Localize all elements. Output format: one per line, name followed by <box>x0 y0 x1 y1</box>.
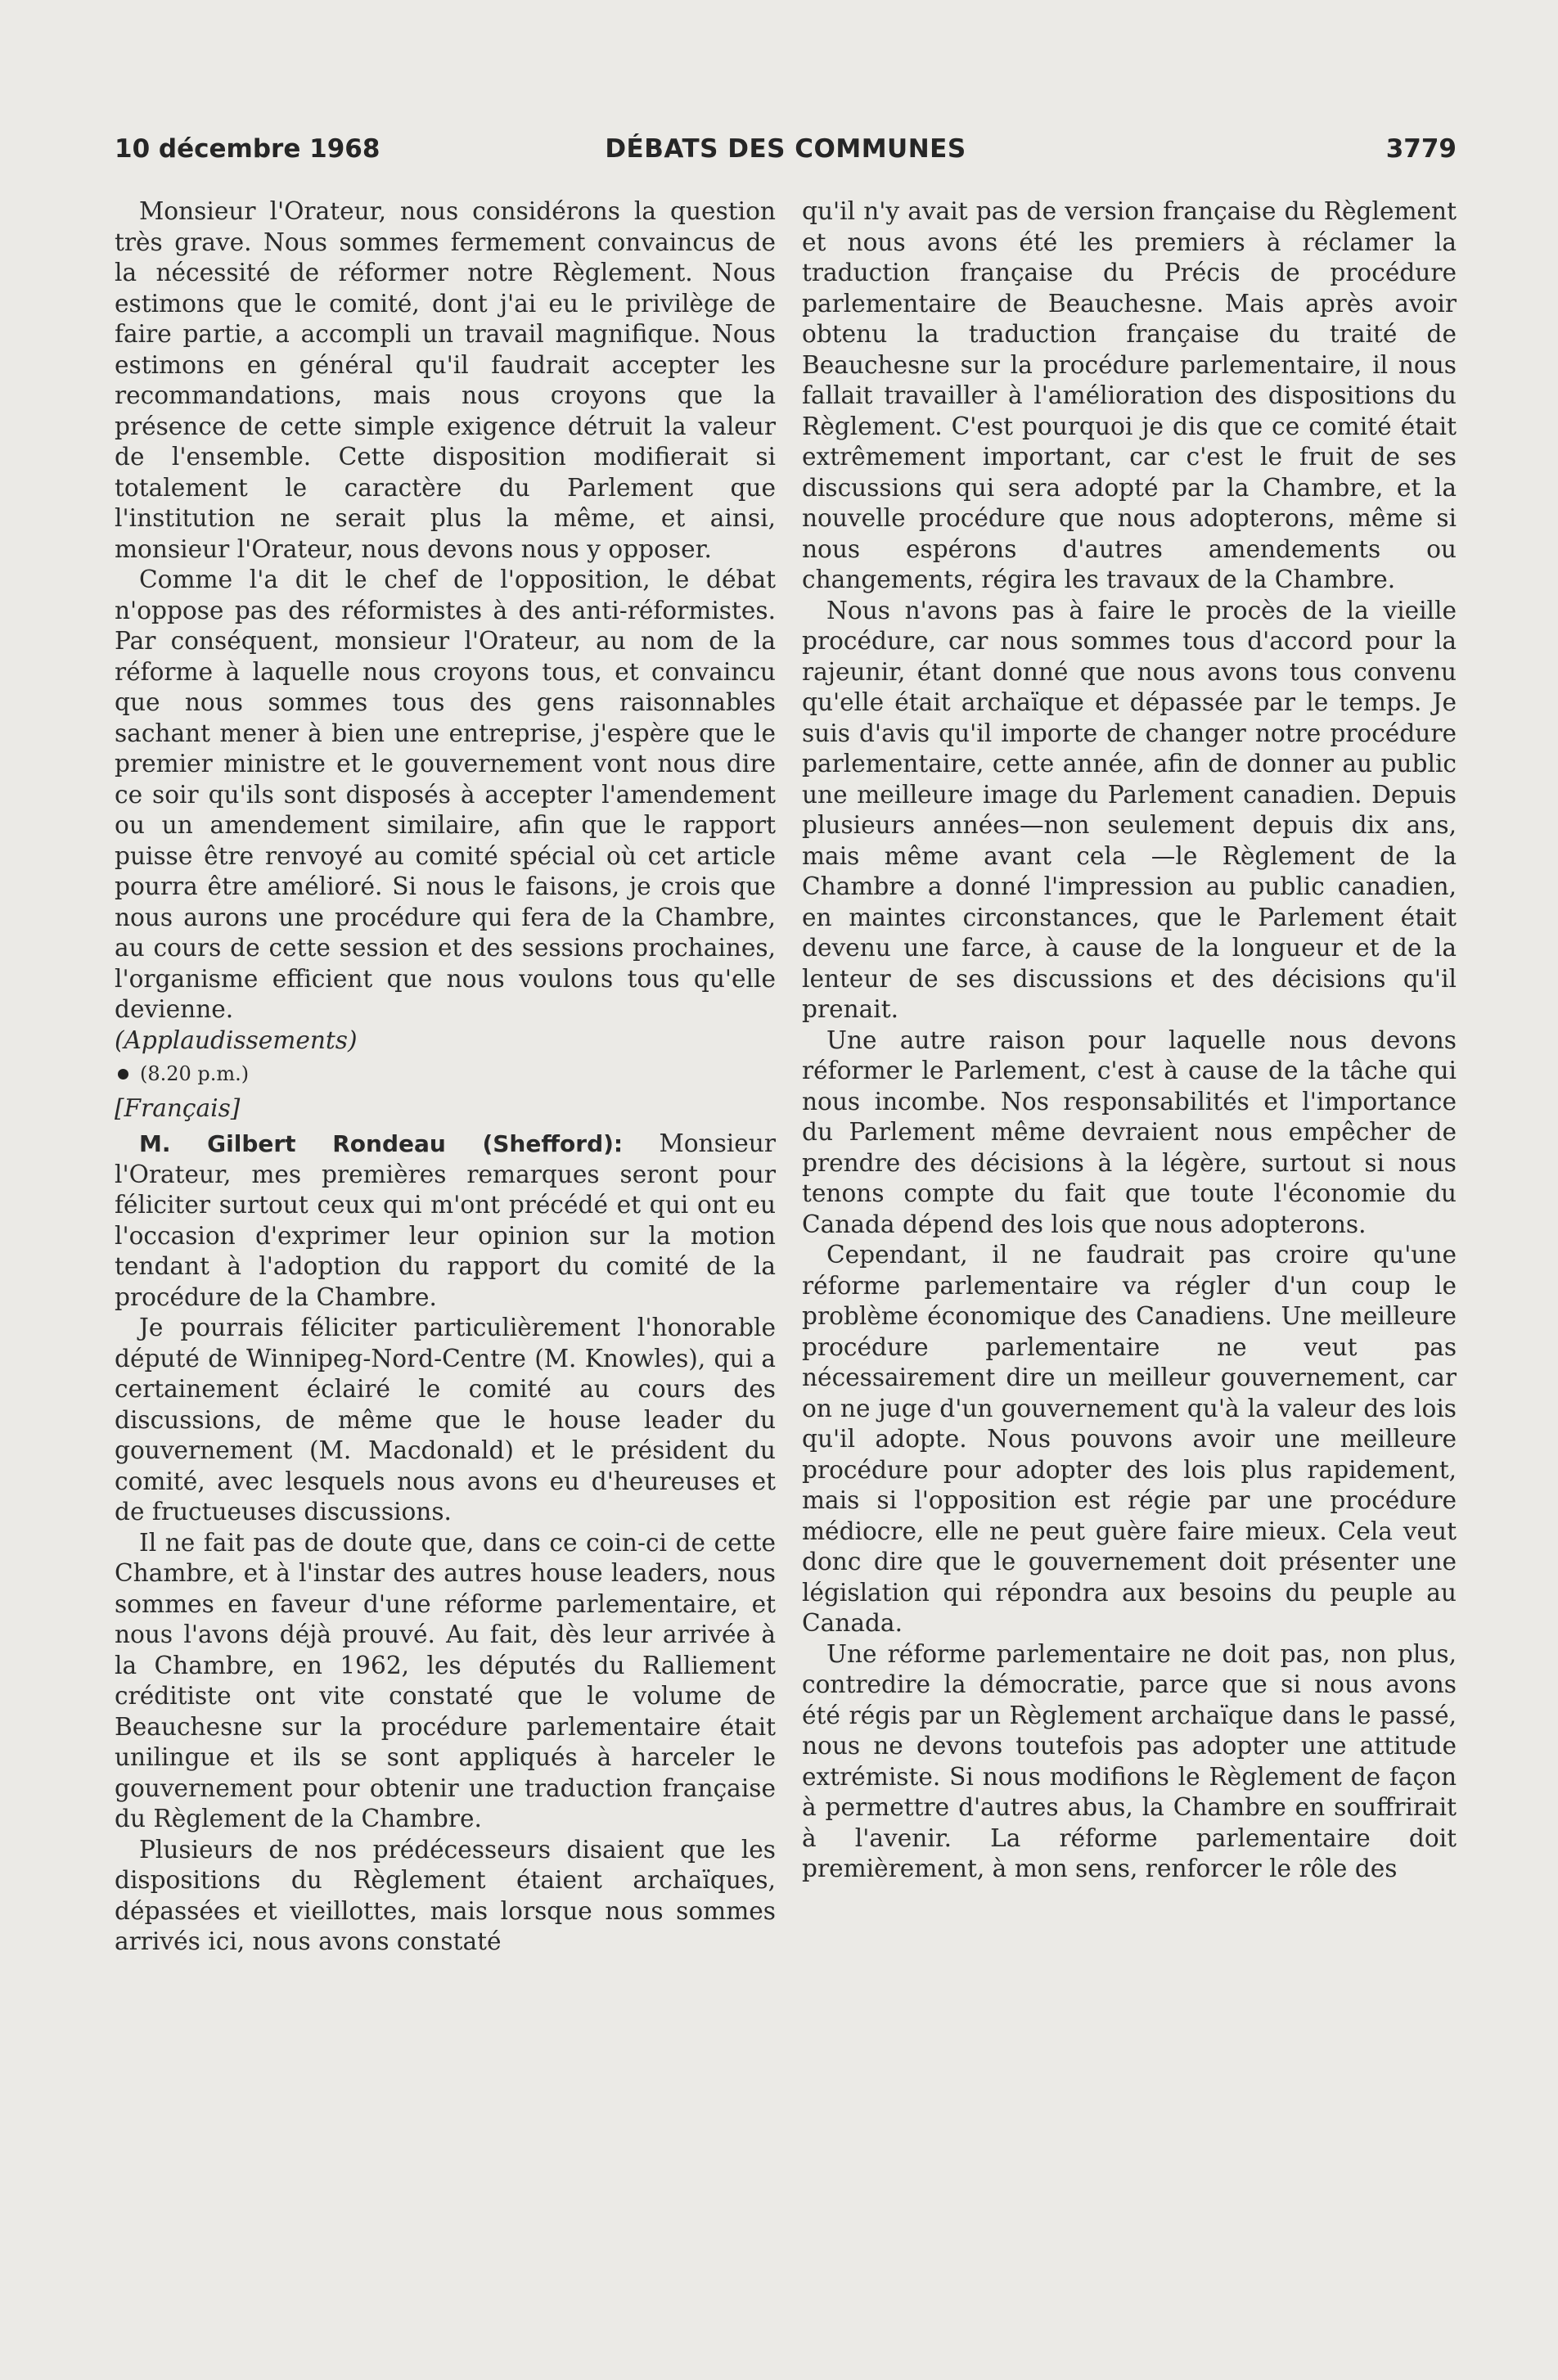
paragraph: Cependant, il ne faudrait pas croire qu'une réforme parlementaire va régler d'un coup le problème économique des Canadiens. Une meilleure procédure parlementaire ne veut pas nécessairement dire un meilleur gouvernement, car on ne juge d'un gouvernement qu'à la valeur des lois qu'il adopte. Nous pouvons avoir une meilleure procédure pour adopter des lois plus rapidement, mais si l'opposition est régie par une procédure médiocre, elle ne peut guère faire mieux. Cela veut donc dire que le gouvernement doit présenter une législation qui répondra aux besoins du peuple au Canada. <box>802 1241 1457 1637</box>
header-page-number: 3779 <box>1385 134 1457 164</box>
timestamp-text: (8.20 p.m.) <box>140 1062 250 1085</box>
paragraph: Plusieurs de nos prédécesseurs disaient que les dispositions du Règlement étaient archaïques, dépassées et vieillottes, mais lorsque nous sommes arrivés ici, nous avons constaté <box>115 1835 776 1955</box>
speaker-name: M. Gilbert Rondeau (Shefford): <box>139 1130 624 1157</box>
header-title: DÉBATS DES COMMUNES <box>605 134 966 164</box>
paragraph: Nous n'avons pas à faire le procès de la vieille procédure, car nous sommes tous d'accord pour la rajeunir, étant donné que nous avons tous convenu qu'elle était archaïque et dépassée par le temps. Je suis d'avis qu'il importe de changer notre procédure parlementaire, cette année, afin de donner au public une meilleure image du Parlement canadien. Depuis plusieurs années—non seulement depuis dix ans, mais même avant cela —le Règlement de la Chambre a donné l'impression au public canadien, en maintes circonstances, que le Parlement était devenu une farce, à cause de la longueur et de la lenteur de ses discussions et des décisions qu'il prenait. <box>802 596 1457 1023</box>
bullet-icon <box>118 1069 128 1080</box>
right-column <box>802 196 1457 1885</box>
language-note: [Français] <box>115 1093 241 1122</box>
header-date: 10 décembre 1968 <box>115 134 380 164</box>
speech-text: Monsieur l'Orateur, mes premières remarques seront pour féliciter surtout ceux qui m'ont précédé et qui ont eu l'occasion d'exprimer leur opinion sur la motion tendant à l'adoption du rapport du comité de la procédure de la Chambre. <box>115 1129 776 1311</box>
paragraph: Une réforme parlementaire ne doit pas, non plus, contredire la démocratie, parce que si nous avons été régis par un Règlement archaïque dans le passé, nous ne devons toutefois pas adopter une attitude extrémiste. Si nous modifions le Règlement de façon à permettre d'autres abus, la Chambre en souffrirait à l'avenir. La réforme parlementaire doit premièrement, à mon sens, renforcer le rôle des <box>802 1639 1457 1882</box>
paragraph: qu'il n'y avait pas de version française du Règlement et nous avons été les premiers à réclamer la traduction française du Précis de procédure parlementaire de Beauchesne. Mais après avoir obtenu la traduction française du traité de Beauchesne sur la procédure parlementaire, il nous fallait travailler à l'amélioration des dispositions du Règlement. C'est pourquoi je dis que ce comité était extrêmement important, car c'est le fruit de ses discussions qui sera adopté par la Chambre, et la nouvelle procédure que nous adopterons, même si nous espérons d'autres amendements ou changements, régira les travaux de la Chambre. <box>802 197 1457 593</box>
left-column <box>115 196 776 1958</box>
paragraph: Comme l'a dit le chef de l'opposition, le débat n'oppose pas des réformistes à des anti-réformistes. Par conséquent, monsieur l'Orateur, au nom de la réforme à laquelle nous croyons tous, et convaincu que nous sommes tous des gens raisonnables sachant mener à bien une entreprise, j'espère que le premier ministre et le gouvernement vont nous dire ce soir qu'ils sont disposés à accepter l'amendement ou un amendement similaire, afin que le rapport puisse être renvoyé au comité spécial où cet article pourra être amélioré. Si nous le faisons, je crois que nous aurons une procédure qui fera de la Chambre, au cours de cette session et des sessions prochaines, l'organisme efficient que nous voulons tous qu'elle devienne. <box>115 566 776 1023</box>
paragraph: Il ne fait pas de doute que, dans ce coin-ci de cette Chambre, et à l'instar des autres house leaders, nous sommes en faveur d'une réforme parlementaire, et nous l'avons déjà prouvé. Au fait, dès leur arrivée à la Chambre, en 1962, les députés du Ralliement créditiste ont vite constaté que le volume de Beauchesne sur la procédure parlementaire était unilingue et ils se sont appliqués à harceler le gouvernement pour obtenir une traduction française du Règlement de la Chambre. <box>115 1528 776 1832</box>
paragraph <box>115 1129 776 1313</box>
paragraph: Je pourrais féliciter particulièrement l'honorable député de Winnipeg-Nord-Centre (M. Knowles), qui a certainement éclairé le comité au cours des discussions, de même que le house leader du gouvernement (M. Macdonald) et le président du comité, avec lesquels nous avons eu d'heureuses et de fructueuses discussions. <box>115 1314 776 1526</box>
paragraph: Monsieur l'Orateur, nous considérons la question très grave. Nous sommes fermement convaincus de la nécessité de réformer notre Règlement. Nous estimons que le comité, dont j'ai eu le privilège de faire partie, a accompli un travail magnifique. Nous estimons en général qu'il faudrait accepter les recommandations, mais nous croyons que la présence de cette simple exigence détruit la valeur de l'ensemble. Cette disposition modifierait si totalement le caractère du Parlement que l'institution ne serait plus la même, et ainsi, monsieur l'Orateur, nous devons nous y opposer. <box>115 197 776 563</box>
page-header <box>115 134 1457 172</box>
paragraph: Une autre raison pour laquelle nous devons réformer le Parlement, c'est à cause de la tâche qui nous incombe. Nos responsabilités et l'importance du Parlement même devraient nous empêcher de prendre des décisions à la légère, surtout si nous tenons compte du fait que toute l'économie du Canada dépend des lois que nous adopterons. <box>802 1025 1457 1238</box>
applause-note: (Applaudissements) <box>115 1025 358 1054</box>
timestamp <box>115 1059 776 1090</box>
